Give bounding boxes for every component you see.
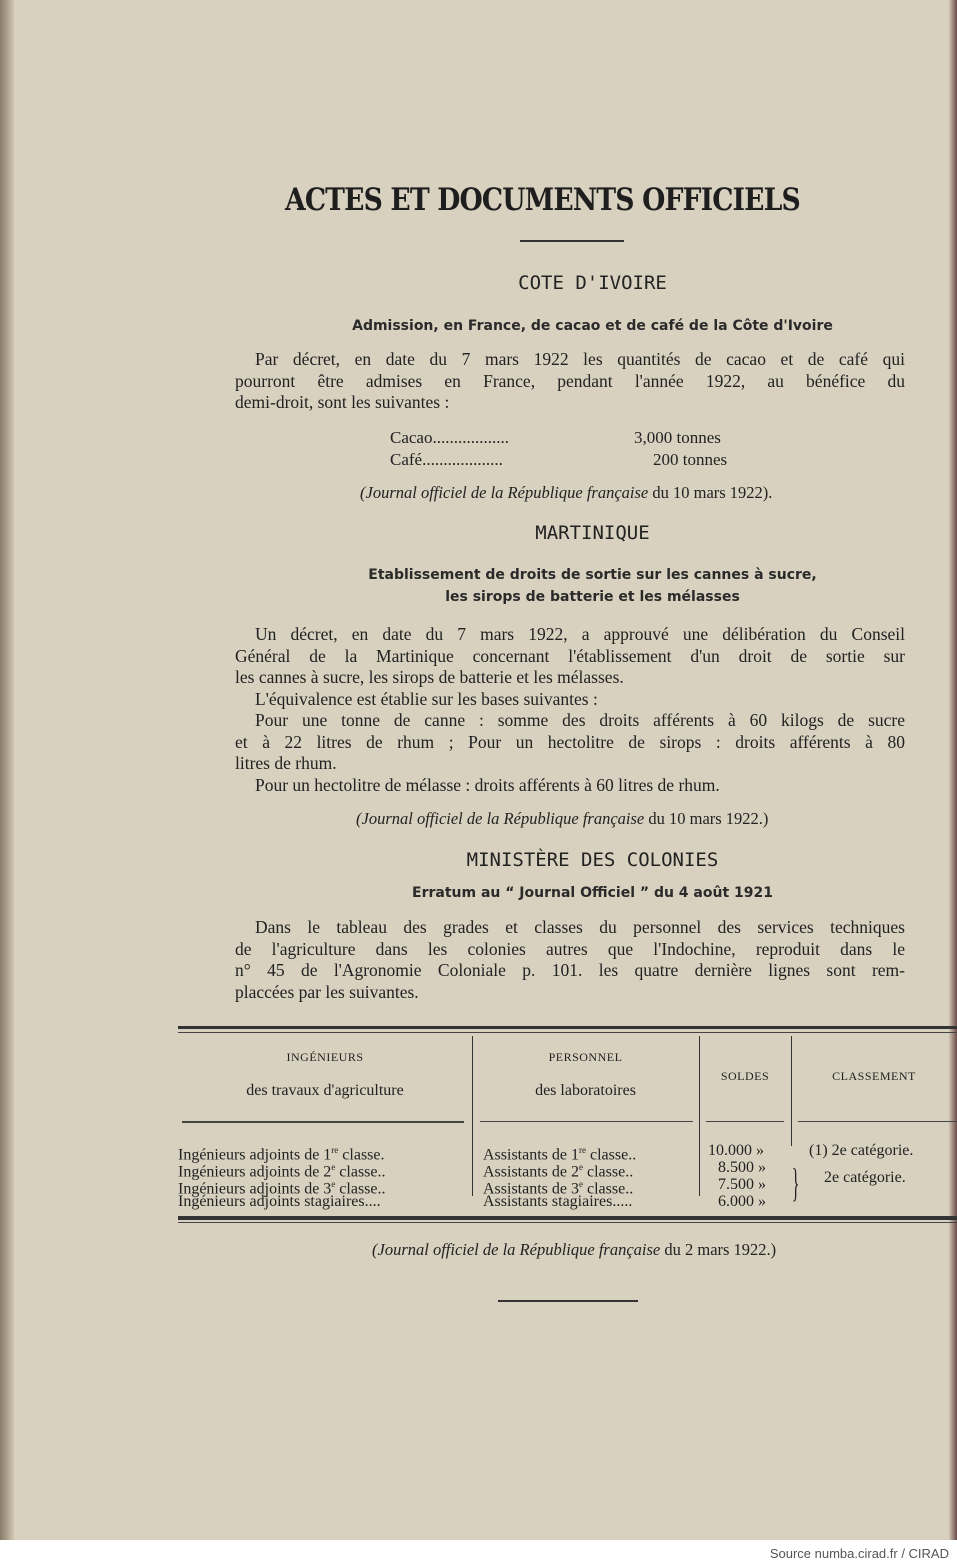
text-line: de l'agriculture dans les colonies autres que l'Indochine, reproduit dans le bbox=[235, 938, 905, 959]
source-citation: (Journal officiel de la République française du 10 mars 1922). bbox=[360, 483, 773, 502]
table-bottom-rule bbox=[178, 1216, 957, 1220]
paragraph bbox=[235, 624, 905, 796]
text-line: Dans le tableau des grades et classes du personnel des services techniques bbox=[255, 917, 905, 937]
cell: Assistants de 1re classe.. bbox=[483, 1145, 637, 1164]
title-rule bbox=[520, 240, 624, 242]
source-citation: (Journal officiel de la République française du 10 mars 1922.) bbox=[356, 809, 769, 828]
header-ingenieurs-sub: des travaux d'agriculture bbox=[246, 1082, 404, 1099]
text-line: Par décret, en date du 7 mars 1922 les quantités de cacao et de café qui bbox=[255, 349, 905, 369]
book-cover-edge bbox=[949, 0, 957, 1540]
book-binding-edge bbox=[0, 0, 14, 1540]
cell: Ingénieurs adjoints de 3e classe.. bbox=[178, 1179, 386, 1198]
brace-icon: } bbox=[791, 1160, 800, 1205]
header-ingenieurs: INGÉNIEURS bbox=[286, 1050, 364, 1064]
cell: 6.000 » bbox=[718, 1193, 766, 1210]
section-heading-cote-divoire: COTE D'IVOIRE bbox=[518, 272, 667, 294]
table-bottom-rule bbox=[178, 1222, 957, 1223]
cell: Ingénieurs adjoints de 1re classe. bbox=[178, 1145, 385, 1164]
text-line: pourront être admises en France, pendant l'année 1922, au bénéfice du bbox=[235, 370, 905, 391]
cell: Ingénieurs adjoints stagiaires.... bbox=[178, 1193, 381, 1210]
column-divider bbox=[791, 1036, 792, 1146]
section-heading-ministere: MINISTÈRE DES COLONIES bbox=[466, 849, 719, 871]
text-line: Pour un hectolitre de mélasse : droits afférents à 60 litres de rhum. bbox=[255, 774, 720, 795]
source-footer: Source numba.cirad.fr / CIRAD bbox=[769, 1546, 949, 1561]
cell: Assistants stagiaires..... bbox=[483, 1193, 633, 1210]
cell: Ingénieurs adjoints de 2e classe.. bbox=[178, 1162, 386, 1181]
cell: 8.500 » bbox=[718, 1159, 766, 1176]
cell: 7.500 » bbox=[718, 1176, 766, 1193]
section-heading-martinique: MARTINIQUE bbox=[535, 522, 650, 544]
text-line: placcées par les suivantes. bbox=[235, 981, 419, 1002]
grades-table bbox=[178, 1024, 957, 1226]
section-subheading: Admission, en France, de cacao et de café de la Côte d'Ivoire bbox=[352, 318, 833, 334]
item-cafe: Café................... bbox=[390, 450, 503, 469]
cell: 10.000 » bbox=[708, 1142, 764, 1159]
header-personnel: PERSONNEL bbox=[548, 1050, 623, 1064]
header-rule bbox=[706, 1121, 784, 1122]
text-line: demi-droit, sont les suivantes : bbox=[235, 392, 450, 412]
item-cacao: Cacao.................. bbox=[390, 428, 509, 447]
column-divider bbox=[699, 1036, 700, 1196]
value-cacao: 3,000 tonnes bbox=[634, 428, 721, 447]
table-top-rule bbox=[178, 1026, 957, 1029]
header-personnel-sub: des laboratoires bbox=[535, 1082, 636, 1099]
text-line: litres de rhum. bbox=[235, 753, 337, 773]
text-line: n° 45 de l'Agronomie Coloniale p. 101. les quatre dernière lignes sont rem- bbox=[235, 960, 905, 980]
value-cafe: 200 tonnes bbox=[653, 450, 728, 469]
paragraph bbox=[235, 349, 905, 414]
text-line: Pour une tonne de canne : somme des droits afférents à 60 kilogs de sucre bbox=[255, 710, 905, 730]
text-line: L'équivalence est établie sur les bases suivantes : bbox=[255, 688, 598, 709]
text-line: Un décret, en date du 7 mars 1922, a approuvé une délibération du Conseil bbox=[255, 624, 905, 644]
header-soldes: SOLDES bbox=[720, 1069, 770, 1083]
header-rule bbox=[182, 1121, 464, 1123]
header-rule bbox=[798, 1121, 957, 1122]
classement-cell: 2e catégorie. bbox=[824, 1169, 906, 1186]
cell: Assistants de 2e classe.. bbox=[483, 1162, 634, 1181]
header-rule bbox=[480, 1121, 693, 1122]
text-line: et à 22 litres de rhum ; Pour un hectolitre de sirops : droits afférents à 80 bbox=[235, 731, 905, 752]
paragraph bbox=[235, 917, 905, 1003]
header-classement: CLASSEMENT bbox=[832, 1069, 916, 1083]
text-line: Général de la Martinique concernant l'établissement d'un droit de sortie sur bbox=[235, 645, 905, 666]
source-citation: (Journal officiel de la République française du 2 mars 1922.) bbox=[372, 1240, 777, 1259]
table-top-rule bbox=[178, 1032, 957, 1033]
section-subheading: Erratum au “ Journal Officiel ” du 4 août 1921 bbox=[412, 885, 773, 901]
section-subheading: les sirops de batterie et les mélasses bbox=[445, 589, 740, 605]
cell: Assistants de 3e classe.. bbox=[483, 1179, 634, 1198]
end-rule bbox=[498, 1300, 638, 1302]
section-subheading: Etablissement de droits de sortie sur les cannes à sucre, bbox=[368, 567, 817, 583]
classement-cell: (1) 2e catégorie. bbox=[809, 1142, 914, 1159]
text-line: les cannes à sucre, les sirops de batterie et les mélasses. bbox=[235, 667, 624, 687]
page-title: ACTES ET DOCUMENTS OFFICIELS bbox=[285, 182, 800, 218]
